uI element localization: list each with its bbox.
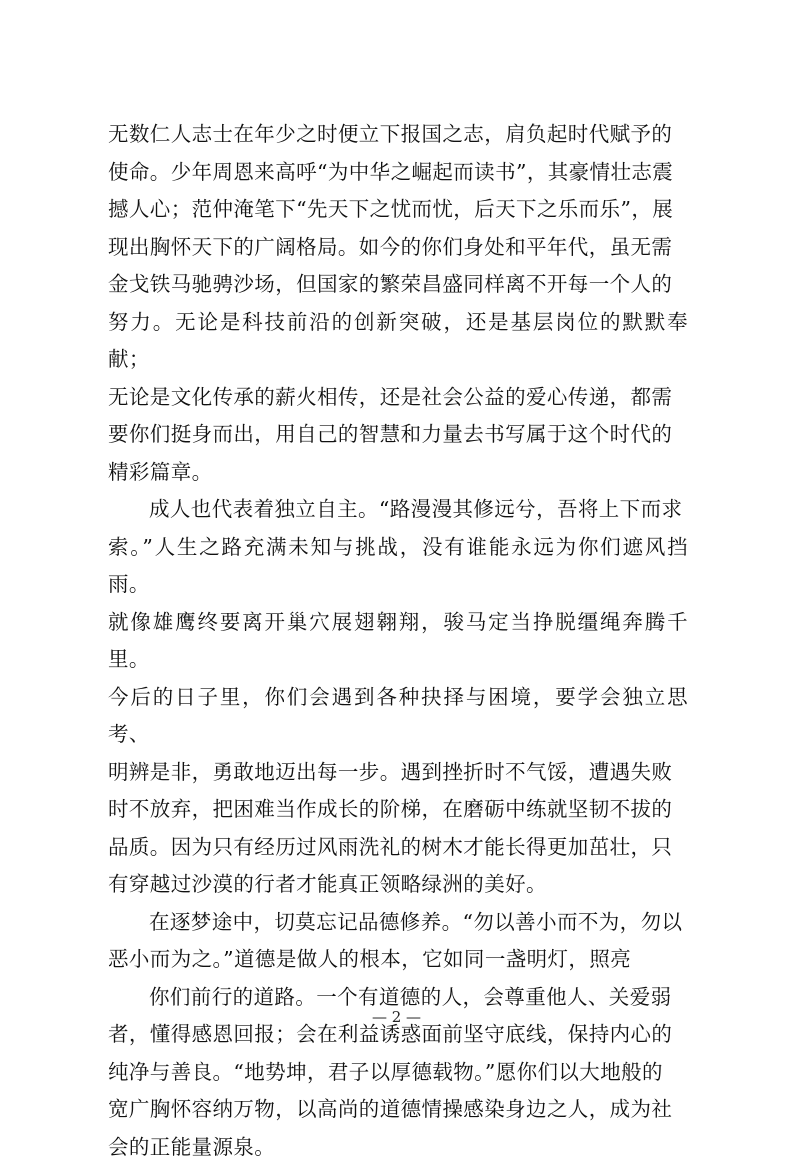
text-line: 者，懂得感恩回报；会在利益诱惑面前坚守底线，保持内心的: [108, 1022, 672, 1046]
page-number: — 2 —: [0, 1008, 793, 1026]
paragraph: [108, 491, 688, 904]
text-line: 撼人心；范仲淹笔下“先天下之忧而忧，后天下之乐而乐”，展: [108, 197, 673, 221]
text-line: 要你们挺身而出，用自己的智慧和力量去书写属于这个时代的: [108, 422, 672, 446]
text-line: 你们前行的道路。一个有道德的人，会尊重他人、关爱弱: [149, 985, 672, 1009]
text-line: 时不放弃，把困难当作成长的阶梯，在磨砺中练就坚韧不拔的: [108, 797, 672, 821]
text-line: 会的正能量源泉。: [108, 1135, 275, 1159]
paragraph: [108, 979, 688, 1166]
text-line: 成人也代表着独立自主。“路漫漫其修远兮，吾将上下而求: [149, 497, 682, 521]
text-line: 现出胸怀天下的广阔格局。如今的你们身处和平年代，虽无需: [108, 235, 672, 259]
text-line: 品质。因为只有经历过风雨洗礼的树木才能长得更加茁壮，只: [108, 835, 672, 859]
text-line: 无论是文化传承的薪火相传，还是社会公益的爱心传递，都需: [108, 385, 672, 409]
text-line: 无数仁人志士在年少之时便立下报国之志，肩负起时代赋予的: [108, 122, 672, 146]
text-line: 今后的日子里，你们会遇到各种抉择与困境，要学会独立思考、: [108, 685, 688, 747]
text-line: 在逐梦途中，切莫忘记品德修养。“勿以善小而不为，勿以: [149, 910, 682, 934]
paragraph: [108, 904, 688, 979]
text-line: 使命。少年周恩来高呼“为中华之崛起而读书”，其豪情壮志震: [108, 160, 673, 184]
text-line: 明辨是非，勇敢地迈出每一步。遇到挫折时不气馁，遭遇失败: [108, 760, 672, 784]
text-line: 努力。无论是科技前沿的创新突破，还是基层岗位的默默奉献；: [108, 310, 688, 372]
text-line: 纯净与善良。“地势坤，君子以厚德载物。”愿你们以大地般的: [108, 1060, 663, 1084]
text-line: 就像雄鹰终要离开巢穴展翅翱翔，骏马定当挣脱缰绳奔腾千里。: [108, 610, 688, 672]
text-line: 恶小而为之。”道德是做人的根本，它如同一盏明灯，照亮: [108, 947, 631, 971]
text-line: 金戈铁马驰骋沙场，但国家的繁荣昌盛同样离不开每一个人的: [108, 272, 672, 296]
text-line: 宽广胸怀容纳万物，以高尚的道德情操感染身边之人，成为社: [108, 1097, 672, 1121]
text-line: 精彩篇章。: [108, 460, 213, 484]
text-line: 索。”人生之路充满未知与挑战，没有谁能永远为你们遮风挡雨。: [108, 535, 688, 597]
text-line: 有穿越过沙漠的行者才能真正领略绿洲的美好。: [108, 872, 547, 896]
paragraph: [108, 116, 688, 491]
